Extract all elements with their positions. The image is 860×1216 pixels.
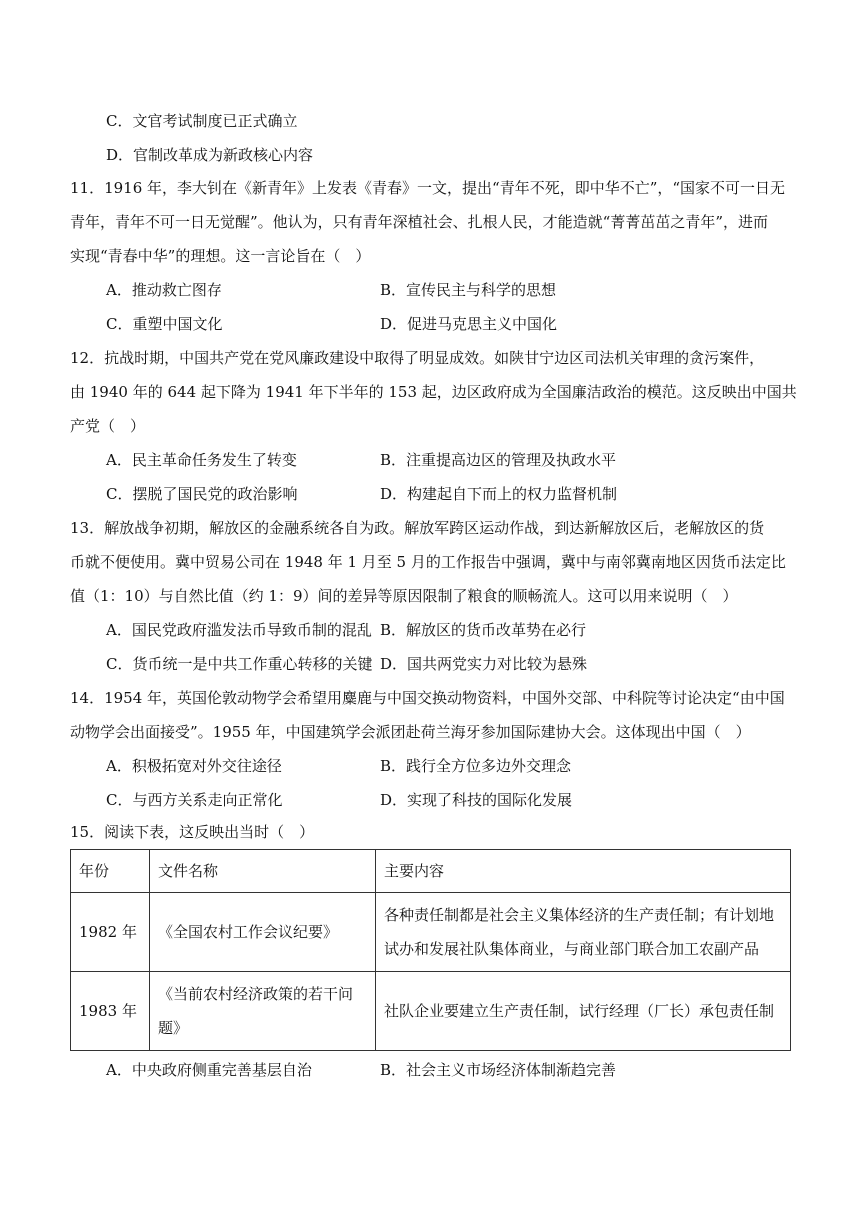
cell-content-line2: 试办和发展社队集体商业，与商业部门联合加工农副产品 (384, 940, 760, 958)
q14-option-c: C．与西方关系走向正常化 (106, 791, 283, 809)
cell-document-line1: 《当前农村经济政策的若干问 (158, 985, 354, 1003)
cell-document (150, 972, 376, 1051)
header-year: 年份 (71, 850, 150, 893)
q14-stem-line2: 动物学会出面接受”。1955 年，中国建筑学会派团赴荷兰海牙参加国际建协大会。这体现出中国（ ） (70, 723, 751, 741)
q13-option-c: C．货币统一是中共工作重心转移的关键 (106, 655, 373, 673)
q12-stem-line1: 12．抗战时期，中国共产党在党风廉政建设中取得了明显成效。如陕甘宁边区司法机关审理的贪污案件， (70, 349, 765, 367)
q12-option-c: C．摆脱了国民党的政治影响 (106, 485, 298, 503)
table-row (71, 972, 791, 1051)
q12-option-a: A．民主革命任务发生了转变 (106, 451, 297, 469)
q12-option-d: D．构建起自下而上的权力监督机制 (380, 485, 618, 503)
q13-stem-line2: 币就不便使用。冀中贸易公司在 1948 年 1 月至 5 月的工作报告中强调，冀中与南邻冀南地区因货币法定比 (70, 553, 786, 571)
q14-option-a: A．积极拓宽对外交往途径 (106, 757, 282, 775)
q15-stem: 15．阅读下表，这反映出当时（ ） (70, 823, 315, 841)
q13-option-b: B．解放区的货币改革势在必行 (380, 621, 587, 639)
cell-year: 1982 年 (71, 893, 150, 972)
q13-option-d: D．国共两党实力对比较为悬殊 (380, 655, 588, 673)
cell-document: 《全国农村工作会议纪要》 (150, 893, 376, 972)
q15-option-b: B．社会主义市场经济体制渐趋完善 (380, 1061, 617, 1079)
q14-option-d: D．实现了科技的国际化发展 (380, 791, 573, 809)
q10-option-d: D．官制改革成为新政核心内容 (106, 146, 314, 164)
q10-option-c: C．文官考试制度已正式确立 (106, 112, 298, 130)
header-content: 主要内容 (376, 850, 791, 893)
q15-option-a: A．中央政府侧重完善基层自治 (106, 1061, 312, 1079)
q12-stem-line3: 产党（ ） (70, 417, 146, 435)
table-row (71, 893, 791, 972)
q11-stem-line2: 青年，青年不可一日无觉醒”。他认为，只有青年深植社会、扎根人民，才能造就“菁菁茁茁之青年”，进而 (70, 213, 769, 231)
q11-option-a: A．推动救亡图存 (106, 281, 222, 299)
q15-table (70, 849, 791, 1051)
cell-content (376, 893, 791, 972)
q12-stem-line2: 由 1940 年的 644 起下降为 1941 年下半年的 153 起，边区政府成为全国廉洁政治的模范。这反映出中国共 (70, 383, 797, 401)
table-header-row (71, 850, 791, 893)
q14-option-b: B．践行全方位多边外交理念 (380, 757, 572, 775)
q14-stem-line1: 14．1954 年，英国伦敦动物学会希望用麋鹿与中国交换动物资料，中国外交部、中科院等讨论决定“由中国 (70, 689, 785, 707)
q11-stem-line1: 11．1916 年，李大钊在《新青年》上发表《青春》一文，提出“青年不死，即中华不亡”，“国家不可一日无 (70, 179, 786, 197)
header-document: 文件名称 (150, 850, 376, 893)
q12-option-b: B．注重提高边区的管理及执政水平 (380, 451, 617, 469)
cell-document-line2: 题》 (158, 1019, 189, 1037)
q13-option-a: A．国民党政府滥发法币导致币制的混乱 (106, 621, 372, 639)
q13-stem-line3: 值（1：10）与自然比值（约 1：9）间的差异等原因限制了粮食的顺畅流人。这可以用来说明（ ） (70, 587, 738, 605)
q11-option-c: C．重塑中国文化 (106, 315, 223, 333)
q11-option-b: B．宣传民主与科学的思想 (380, 281, 557, 299)
q11-option-d: D．促进马克思主义中国化 (380, 315, 558, 333)
cell-content-line1: 各种责任制都是社会主义集体经济的生产责任制；有计划地 (384, 906, 775, 924)
q13-stem-line1: 13．解放战争初期，解放区的金融系统各自为政。解放军跨区运动作战，到达新解放区后，老解放区的货 (70, 519, 765, 537)
q11-stem-line3: 实现“青春中华”的理想。这一言论旨在（ ） (70, 247, 371, 265)
cell-content: 社队企业要建立生产责任制，试行经理（厂长）承包责任制 (376, 972, 791, 1051)
cell-year: 1983 年 (71, 972, 150, 1051)
